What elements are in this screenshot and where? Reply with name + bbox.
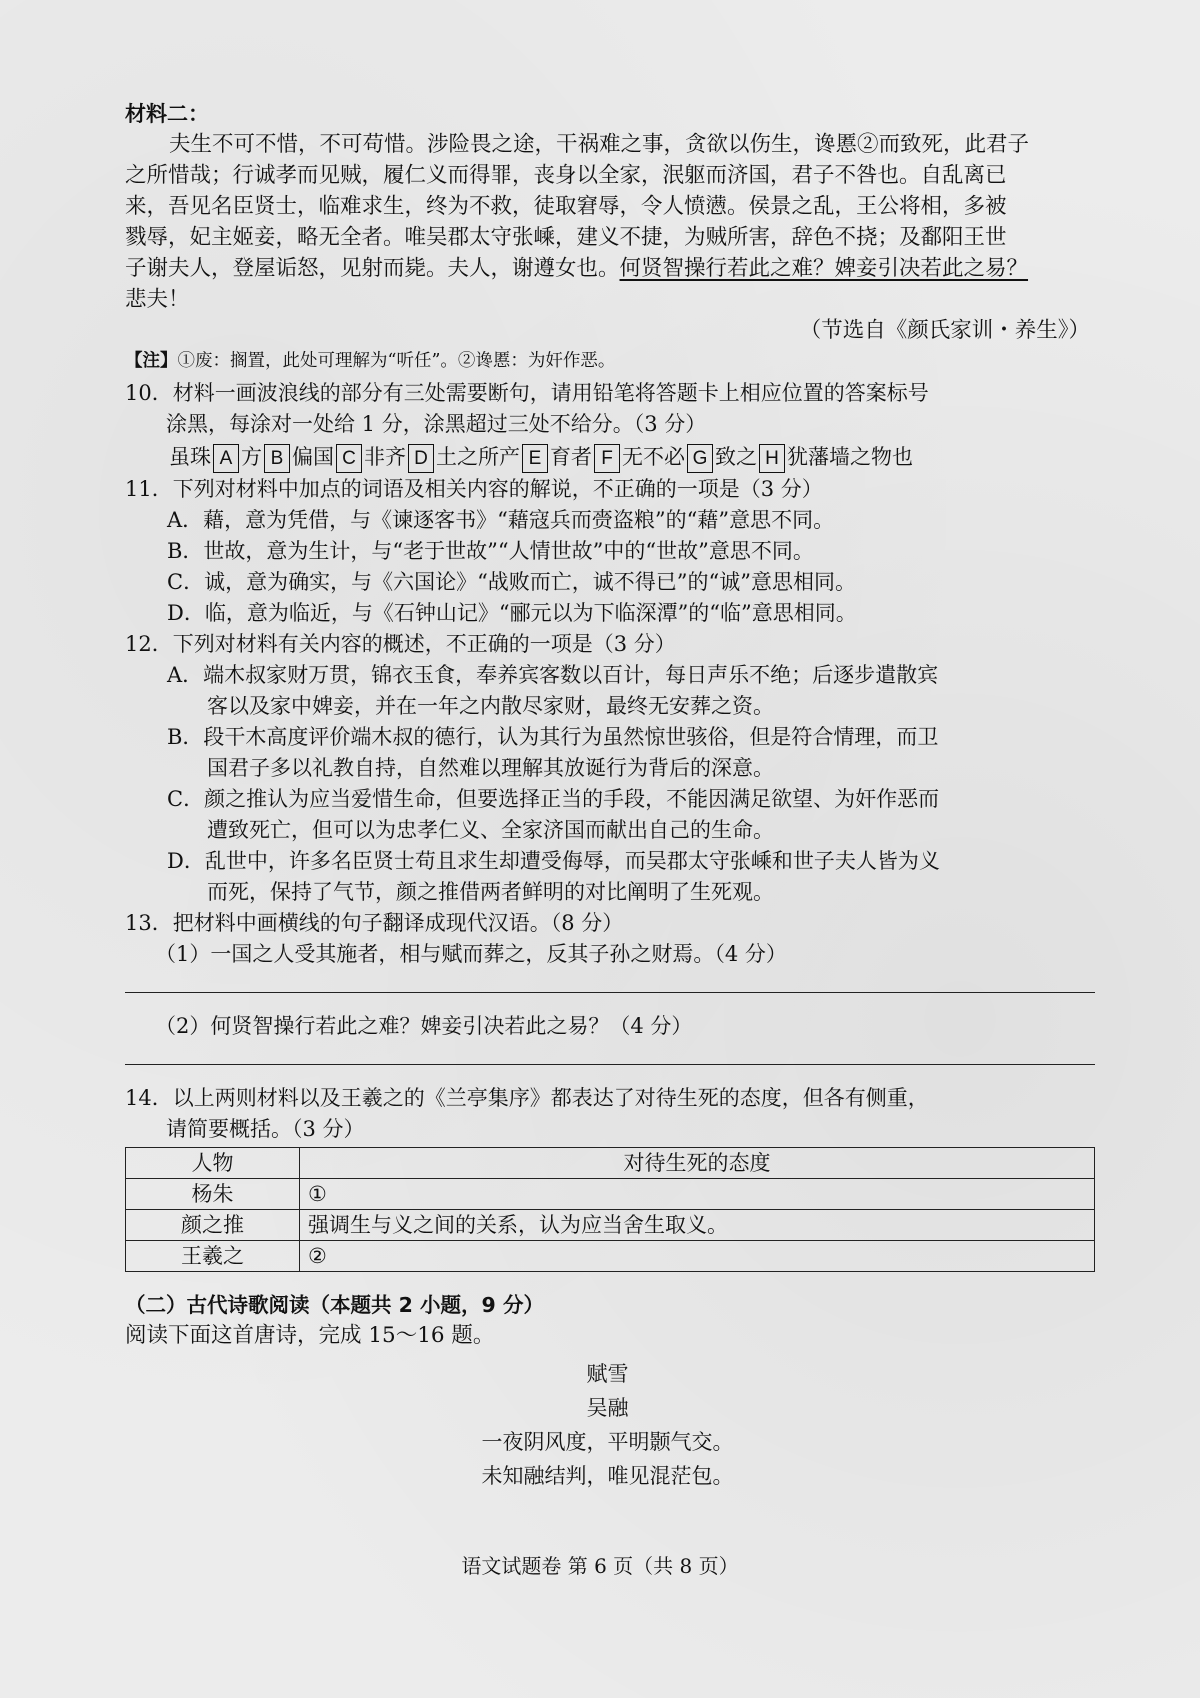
answer-line-1[interactable]	[125, 978, 1095, 993]
answer-box-b: B	[264, 444, 290, 473]
question-10-line-2: 涂黑，每涂对一处给 1 分，涂黑超过三处不给分。（3 分）	[166, 412, 707, 436]
answer-line-2[interactable]	[125, 1050, 1095, 1065]
poem-author: 吴融	[586, 1396, 629, 1420]
question-12-option-b-cont: 国君子多以礼教自持，自然难以理解其放诞行为背后的深意。	[207, 756, 774, 780]
material-line-3: 来，吾见名臣贤士，临难求生，终为不救，徒取窘辱，令人愤懑。侯景之乱，王公将相，多被	[125, 194, 1007, 219]
question-11-option-d: D．临，意为临近，与《石钟山记》“郦元以为下临深潭”的“临”意思相同。	[167, 601, 857, 625]
question-14-line-2: 请简要概括。（3 分）	[166, 1117, 365, 1141]
table-row	[126, 1241, 1095, 1272]
table-cell-person: 王羲之	[126, 1241, 300, 1272]
table-cell-attitude[interactable]: ①	[300, 1179, 1095, 1210]
table-cell-person: 杨朱	[126, 1179, 300, 1210]
punctuation-boxes-line	[125, 440, 1090, 474]
question-12-option-a: A．端木叔家财万贯，锦衣玉食，奉养宾客数以百计，每日声乐不绝；后逐步遣散宾	[167, 663, 939, 687]
source-citation: （节选自《颜氏家训・养生》）	[799, 318, 1090, 343]
segment-text: 育者	[550, 445, 592, 469]
question-12-option-a-cont: 客以及家中婢妾，并在一年之内散尽家财，最终无安葬之资。	[207, 694, 774, 718]
question-11-stem: 11．下列对材料中加点的词语及相关内容的解说，不正确的一项是（3 分）	[125, 477, 823, 501]
footnote	[125, 346, 1090, 376]
segment-text: 虽珠	[169, 445, 211, 469]
poem-title: 赋雪	[586, 1362, 629, 1386]
poem-line-1: 一夜阴风度，平明颢气交。	[481, 1430, 734, 1454]
question-12-option-d: D．乱世中，许多名臣贤士苟且求生却遭受侮辱，而吴郡太守张嵊和世子夫人皆为义	[167, 849, 940, 873]
material-heading: 材料二：	[125, 101, 209, 126]
attitude-table	[125, 1147, 1095, 1272]
section-heading: （二）古代诗歌阅读（本题共 2 小题，9 分）	[125, 1293, 544, 1317]
table-cell-person: 颜之推	[126, 1210, 300, 1241]
question-13-sub-1: （1）一国之人受其施者，相与赋而葬之，反其子孙之财焉。（4 分）	[155, 942, 787, 966]
table-cell-attitude: 强调生与义之间的关系，认为应当舍生取义。	[300, 1210, 1095, 1241]
material-line-6: 悲夫！	[125, 287, 190, 312]
material-line-1: 夫生不可不惜，不可苟惜。涉险畏之途，干祸难之事，贪欲以伤生，谗慝②而致死，此君子	[169, 132, 1030, 157]
page-content	[125, 98, 1090, 1493]
question-11-option-b: B．世故，意为生计，与“老于世故”“人情世故”中的“世故”意思不同。	[167, 539, 814, 563]
answer-box-f: F	[594, 444, 620, 473]
section-intro: 阅读下面这首唐诗，完成 15～16 题。	[125, 1323, 495, 1348]
segment-text: 土之所产	[436, 445, 520, 469]
question-11-option-a: A．藉，意为凭借，与《谏逐客书》“藉寇兵而赍盗粮”的“藉”意思不同。	[167, 508, 835, 532]
table-row	[126, 1210, 1095, 1241]
note-text: ①废：搁置，此处可理解为“听任”。②谗慝：为奸作恶。	[177, 351, 616, 371]
material-line-4: 戮辱，妃主姬妾，略无全者。唯吴郡太守张嵊，建义不捷，为贼所害，辞色不挠；及鄱阳王世	[125, 225, 1007, 250]
answer-box-c: C	[336, 444, 362, 473]
segment-text: 非齐	[364, 445, 406, 469]
table-cell-attitude[interactable]: ②	[300, 1241, 1095, 1272]
question-13-sub-2: （2）何贤智操行若此之难？婢妾引决若此之易？（4 分）	[155, 1014, 693, 1038]
question-12-option-c: C．颜之推认为应当爱惜生命，但要选择正当的手段，不能因满足欲望、为奸作恶而	[167, 787, 940, 811]
answer-box-e: E	[522, 444, 548, 473]
answer-box-h: H	[759, 444, 785, 473]
material-line-5-plain: 子谢夫人，登屋诟怒，见射而毙。夫人，谢遵女也。	[125, 256, 620, 281]
question-10-line-1: 10．材料一画波浪线的部分有三处需要断句，请用铅笔将答题卡上相应位置的答案标号	[125, 381, 929, 405]
underlined-sentence: 何贤智操行若此之难？婢妾引决若此之易？	[619, 256, 1029, 281]
segment-text: 犹藩墙之物也	[787, 445, 913, 469]
question-12-stem: 12．下列对材料有关内容的概述，不正确的一项是（3 分）	[125, 632, 676, 656]
poem-line-2: 未知融结判，唯见混茫包。	[481, 1464, 734, 1488]
table-header-attitude: 对待生死的态度	[300, 1148, 1095, 1179]
segment-text: 致之	[715, 445, 757, 469]
material-line-2: 之所惜哉；行诚孝而见贼，履仁义而得罪，丧身以全家，泯躯而济国，君子不咎也。自乱离已	[125, 163, 1007, 188]
answer-box-d: D	[408, 444, 434, 473]
question-14-line-1: 14．以上两则材料以及王羲之的《兰亭集序》都表达了对待生死的态度，但各有侧重，	[125, 1086, 929, 1110]
table-header-row	[126, 1148, 1095, 1179]
question-13-stem: 13．把材料中画横线的句子翻译成现代汉语。（8 分）	[125, 911, 624, 935]
segment-text: 无不必	[622, 445, 685, 469]
segment-text: 偏国	[292, 445, 334, 469]
material-line-5	[125, 253, 1090, 284]
segment-text: 方	[241, 445, 262, 469]
table-header-person: 人物	[126, 1148, 300, 1179]
answer-box-a: A	[213, 444, 239, 473]
question-12-option-c-cont: 遭致死亡，但可以为忠孝仁义、全家济国而献出自己的生命。	[207, 818, 774, 842]
question-12-option-b: B．段干木高度评价端木叔的德行，认为其行为虽然惊世骇俗，但是符合情理，而卫	[167, 725, 939, 749]
note-label: 【注】	[125, 351, 178, 371]
page-footer: 语文试题卷 第 6 页（共 8 页）	[461, 1554, 739, 1578]
answer-box-g: G	[687, 444, 713, 473]
question-12-option-d-cont: 而死，保持了气节，颜之推借两者鲜明的对比阐明了生死观。	[207, 880, 774, 904]
table-row	[126, 1179, 1095, 1210]
question-11-option-c: C．诚，意为确实，与《六国论》“战败而亡，诚不得已”的“诚”意思相同。	[167, 570, 857, 594]
